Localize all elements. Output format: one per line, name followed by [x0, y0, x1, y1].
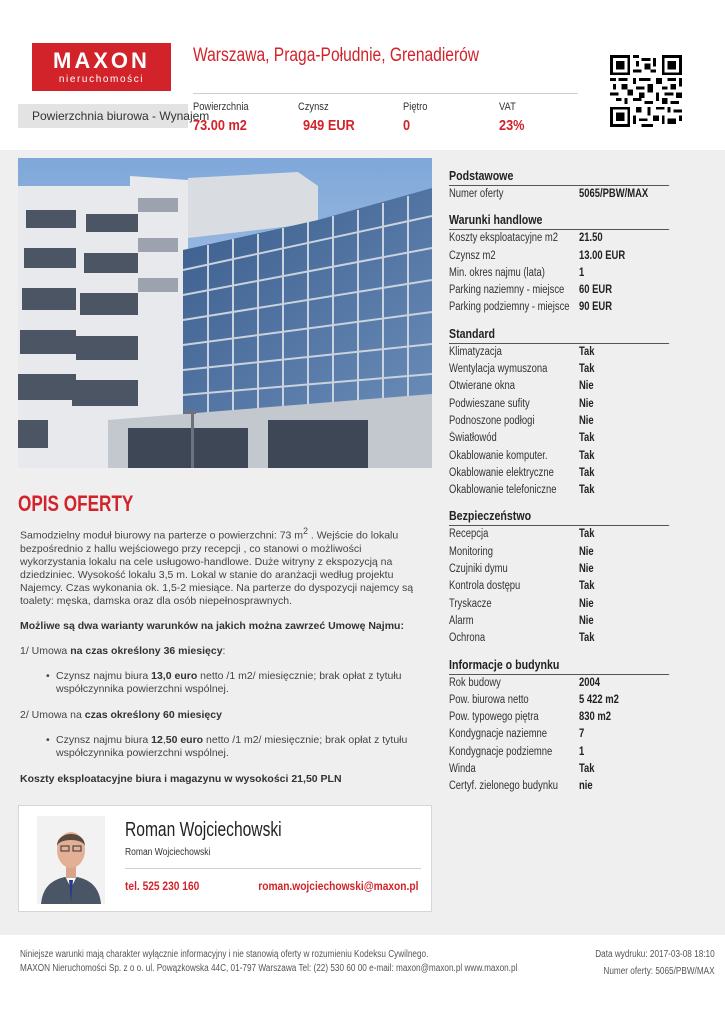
section-title: Standard — [449, 326, 669, 344]
detail-label: Winda — [449, 763, 476, 776]
detail-value: Tak — [579, 763, 595, 776]
detail-label: Parking naziemny - miejsce — [449, 284, 565, 297]
agent-phone-link[interactable]: tel. 525 230 160 — [125, 879, 200, 893]
footer-disclaimer: Niniejsze warunki mają charakter wyłącznie informacyjny i nie stanowią oferty w rozumieniu Kodeksu Cywilnego. — [20, 949, 429, 960]
detail-row — [449, 761, 708, 778]
list-item: • Czynsz najmu biura 12,50 euro netto /1 m2/ miesięcznie; brak opłat z tytułu współczynnika powierzchni wspólnej. — [48, 734, 425, 760]
property-details — [449, 168, 708, 805]
detail-label: Min. okres najmu (lata) — [449, 266, 545, 279]
section-title: Bezpieczeństwo — [449, 508, 669, 526]
detail-value: Nie — [579, 563, 594, 576]
detail-row — [449, 544, 708, 561]
detail-row — [449, 378, 708, 395]
agent-name: Roman Wojciechowski — [125, 819, 282, 841]
detail-value: Nie — [579, 597, 594, 610]
detail-label: Okablowanie komputer. — [449, 449, 548, 462]
stat-area — [193, 100, 258, 136]
detail-row — [449, 526, 708, 543]
logo-brand: MAXON — [53, 48, 150, 73]
detail-label: Koszty eksploatacyjne m2 — [449, 232, 559, 245]
building-photo[interactable] — [18, 158, 432, 468]
detail-value: 830 m2 — [579, 711, 611, 724]
detail-label: Recepcja — [449, 528, 489, 541]
detail-value: 5065/PBW/MAX — [579, 188, 649, 200]
detail-value: Nie — [579, 380, 594, 393]
detail-value: 2004 — [579, 676, 600, 689]
stat-vat — [499, 100, 529, 136]
detail-row — [449, 396, 708, 413]
stat-value: 23% — [499, 117, 525, 134]
description-intro: Samodzielny moduł biurowy na parterze o powierzchni: 73 $m^2$ . Wejście do lokalu bezpośrednio z hallu wejściowego przy recepcji , co stanowi o możliwości wykorzystania lokalu na cele usługowo-handlowe. Duże witryny z ekspozycją na dziedziniec. Wysokość lokalu 3,5 m. Lokal w stanie do aranżacji według projektu Najemcy. Czas wykonania ok. 1,5-2 miesiące. Na parterze do dyspozycji najemcy są toalety: męska, damska oraz dla osób niepełnosprawnych. — [20, 526, 414, 607]
detail-label: Podwieszane sufity — [449, 397, 530, 410]
detail-value: Tak — [579, 632, 595, 645]
agent-subtitle: Roman Wojciechowski — [125, 847, 211, 858]
details-section — [449, 508, 708, 647]
detail-row — [449, 282, 708, 299]
detail-value: 1 — [579, 266, 585, 279]
stat-label: VAT — [499, 101, 516, 113]
details-section — [449, 326, 708, 500]
stat-value: 0 — [403, 117, 411, 134]
detail-value: Tak — [579, 484, 595, 497]
detail-label: Okablowanie telefoniczne — [449, 484, 557, 497]
detail-row — [449, 186, 708, 203]
detail-label: Podnoszone podłogi — [449, 414, 535, 427]
detail-label: Rok budowy — [449, 676, 501, 689]
variants-heading: Możliwe są dwa warianty warunków na jakich można zawrzeć Umowę Najmu: — [20, 619, 404, 632]
detail-value: 7 — [579, 728, 585, 741]
detail-value: nie — [579, 780, 593, 793]
section-title: Podstawowe — [449, 168, 669, 186]
detail-label: Czujniki dymu — [449, 563, 508, 576]
detail-value: Tak — [579, 528, 595, 541]
list-item: • Czynsz najmu biura 13,0 euro netto /1 m2/ miesięcznie; brak opłat z tytułu współczynnika powierzchni wspólnej. — [48, 670, 425, 696]
detail-row — [449, 230, 708, 247]
detail-row — [449, 778, 708, 795]
footer-print-date: Data wydruku: 2017-03-08 18:10 — [595, 949, 715, 960]
detail-value: 21.50 — [579, 232, 603, 245]
detail-row — [449, 675, 708, 692]
variant-1-list — [48, 670, 425, 696]
detail-label: Monitoring — [449, 545, 494, 558]
header-divider — [193, 93, 578, 94]
agent-divider — [125, 868, 421, 869]
agent-avatar — [37, 816, 105, 904]
detail-row — [449, 596, 708, 613]
detail-row — [449, 578, 708, 595]
detail-row — [449, 465, 708, 482]
detail-label: Otwierane okna — [449, 380, 516, 393]
details-section — [449, 657, 708, 796]
detail-row — [449, 361, 708, 378]
stat-floor — [403, 100, 432, 136]
section-title: Warunki handlowe — [449, 212, 669, 230]
detail-label: Numer oferty — [449, 188, 504, 200]
detail-label: Okablowanie elektryczne — [449, 466, 554, 479]
detail-row — [449, 265, 708, 282]
location-title: Warszawa, Praga-Południe, Grenadierów — [193, 45, 480, 66]
detail-row — [449, 561, 708, 578]
detail-value: Nie — [579, 545, 594, 558]
maxon-logo[interactable] — [32, 43, 171, 91]
variant-2-list — [48, 734, 425, 760]
detail-label: Wentylacja wymuszona — [449, 363, 548, 376]
stat-rent — [298, 100, 364, 136]
footer-offer-number: Numer oferty: 5065/PBW/MAX — [603, 966, 715, 977]
detail-label: Klimatyzacja — [449, 345, 502, 358]
detail-row — [449, 413, 708, 430]
detail-row — [449, 299, 708, 316]
detail-label: Ochrona — [449, 632, 486, 645]
detail-value: 90 EUR — [579, 301, 613, 314]
qr-code-icon[interactable] — [610, 55, 682, 127]
detail-label: Kondygnacje naziemne — [449, 728, 548, 741]
detail-row — [449, 692, 708, 709]
detail-label: Certyf. zielonego budynku — [449, 780, 559, 793]
offer-type-badge: Powierzchnia biurowa - Wynajem — [18, 104, 188, 128]
detail-label: Kontrola dostępu — [449, 580, 521, 593]
detail-row — [449, 248, 708, 265]
detail-label: Alarm — [449, 614, 474, 627]
agent-card — [18, 805, 432, 912]
stat-value: 73.00 m2 — [193, 117, 247, 134]
detail-row — [449, 630, 708, 647]
detail-row — [449, 448, 708, 465]
page-header — [0, 0, 725, 150]
detail-row — [449, 482, 708, 499]
stat-label: Powierzchnia — [193, 101, 249, 113]
section-title: Informacje o budynku — [449, 657, 669, 675]
detail-value: Tak — [579, 449, 595, 462]
detail-label: Parking podziemny - miejsce — [449, 301, 570, 314]
stat-label: Czynsz — [298, 101, 329, 113]
detail-value: 13.00 EUR — [579, 249, 626, 262]
footer-company: MAXON Nieruchomości Sp. z o o. ul. Powązkowska 44C, 01-797 Warszawa Tel: (22) 530 60 00 e-mail: maxon@maxon.pl www.maxon.pl — [20, 963, 518, 974]
detail-value: 5 422 m2 — [579, 693, 619, 706]
stat-label: Piętro — [403, 101, 428, 113]
details-section — [449, 168, 708, 203]
agent-email-link[interactable]: roman.wojciechowski@maxon.pl — [257, 879, 418, 893]
detail-value: Tak — [579, 345, 595, 358]
detail-value: Nie — [579, 397, 594, 410]
logo-tagline: nieruchomości — [58, 74, 145, 85]
detail-value: Tak — [579, 466, 595, 479]
detail-value: Tak — [579, 363, 595, 376]
detail-label: Pow. typowego piętra — [449, 711, 539, 724]
detail-value: Nie — [579, 614, 594, 627]
detail-label: Kondygnacje podziemne — [449, 745, 553, 758]
detail-row — [449, 613, 708, 630]
description-body — [20, 525, 425, 798]
page-footer — [0, 935, 725, 1024]
detail-label: Światłowód — [449, 432, 497, 445]
description-title: OPIS OFERTY — [18, 491, 134, 516]
detail-value: 1 — [579, 745, 585, 758]
detail-value: 60 EUR — [579, 284, 613, 297]
detail-value: Tak — [579, 580, 595, 593]
detail-value: Nie — [579, 414, 594, 427]
detail-value: Tak — [579, 432, 595, 445]
detail-label: Tryskacze — [449, 597, 492, 610]
stat-value: 949 EUR — [303, 117, 355, 134]
operating-costs: Koszty eksploatacyjne biura i magazynu w wysokości 21,50 PLN — [20, 772, 342, 785]
detail-label: Czynsz m2 — [449, 249, 496, 262]
variant-1: 1/ Umowa na czas określony 36 miesięcy: — [20, 644, 226, 657]
detail-row — [449, 430, 708, 447]
detail-row — [449, 726, 708, 743]
detail-label: Pow. biurowa netto — [449, 693, 529, 706]
details-section — [449, 212, 708, 316]
detail-row — [449, 709, 708, 726]
detail-row — [449, 344, 708, 361]
variant-2: 2/ Umowa na czas określony 60 miesięcy — [20, 708, 222, 721]
detail-row — [449, 744, 708, 761]
